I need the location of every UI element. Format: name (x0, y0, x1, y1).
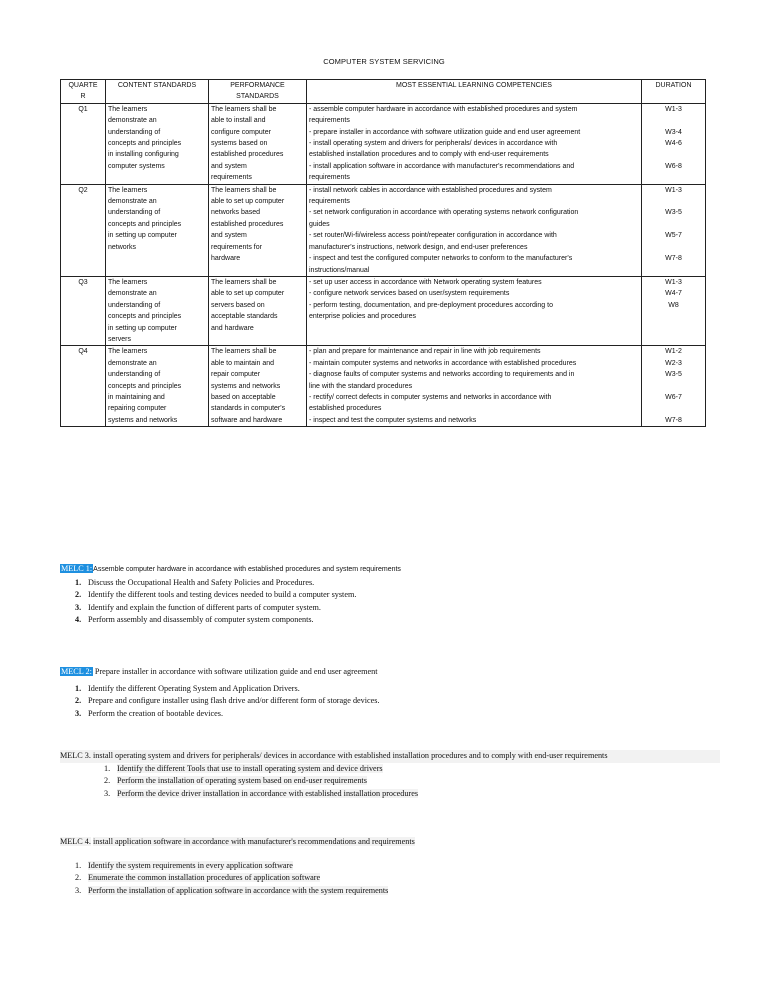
table-row (61, 346, 706, 427)
melc-3-title: install operating system and drivers for peripherals/ devices in accordance with established installation procedures and to comply with end-user requirements (92, 751, 608, 760)
melc-2-heading (60, 666, 720, 679)
performance-standard-cell: The learners shall be able to install and configure computer systems based on established procedures and system requirements (209, 103, 307, 184)
content-standard-cell: The learners demonstrate an understanding of concepts and principles in setting up computer servers (106, 276, 209, 345)
list-item: 1. Identify the system requirements in every application software (75, 860, 293, 870)
melc-cell: - set up user access in accordance with Network operating system features - configure network services based on user/system requirements - perform testing, documentation, and pre-deployment procedures according to enterprise policies and procedures (307, 276, 642, 345)
performance-standard-cell: The learners shall be able to maintain and repair computer systems and networks based on acceptable standards in computer's software and hardware (209, 346, 307, 427)
list-item: 1. Identify the different Tools that use to install operating system and device drivers (104, 763, 383, 773)
melc-cell: - assemble computer hardware in accordance with established procedures and system requirements - prepare installer in accordance with software utilization guide and end user agreement - install operating system and drivers for peripherals/ devices in accordance with established installation procedures and to comply with end-user requirements - install application software in accordance with manufacturer's recommendations and requirements (307, 103, 642, 184)
table-row (61, 276, 706, 345)
list-item: 3. Perform the creation of bootable devices. (75, 708, 224, 718)
melc-4-title: install application software in accordance with manufacturer's recommendations and requirements (92, 837, 415, 846)
melc-4-list (75, 860, 720, 898)
duration-cell: W1-3 W3-4 W4-6 W6-8 (642, 103, 706, 184)
melc-2-list (75, 683, 720, 721)
duration-cell: W1-3 W4-7 W8 (642, 276, 706, 345)
melc-1-title: Assemble computer hardware in accordance with established procedures and system requirements (93, 566, 401, 573)
document-title: COMPUTER SYSTEM SERVICING (323, 57, 445, 66)
header-content-standards: CONTENT STANDARDS (106, 80, 209, 104)
list-item: 1. Discuss the Occupational Health and Safety Policies and Procedures. (75, 577, 315, 587)
melc-1-label: MELC 1: (61, 564, 93, 573)
content-standard-cell: The learners demonstrate an understanding of concepts and principles in installing configuring computer systems (106, 103, 209, 184)
header-melc: MOST ESSENTIAL LEARNING COMPETENCIES (307, 80, 642, 104)
header-duration: DURATION (642, 80, 706, 104)
list-item: 4. Perform assembly and disassembly of computer system components. (75, 615, 314, 624)
list-item: 3. Perform the installation of application software in accordance with the system requirements (75, 885, 389, 895)
header-performance-standards: PERFORMANCE STANDARDS (209, 80, 307, 104)
melc-cell: - install network cables in accordance with established procedures and system requirements - set network configuration in accordance with operating systems network configuration guides - set router/Wi-fi/wireless access point/repeater configuration in accordance with manufacturer's instructions, network design, and end-user preferences - inspect and test the configured computer networks to conform to the manufacturer's instructions/manual (307, 184, 642, 276)
table-row (61, 184, 706, 276)
quarter-cell: Q2 (61, 184, 106, 276)
table-header-row (61, 80, 706, 104)
quarter-cell: Q1 (61, 103, 106, 184)
melc-3-list (104, 763, 720, 801)
quarter-cell: Q4 (61, 346, 106, 427)
melc-4-label: MELC 4. (60, 837, 91, 846)
melc-4-section (60, 836, 720, 897)
content-standard-cell: The learners demonstrate an understanding of concepts and principles in maintaining and repairing computer systems and networks (106, 346, 209, 427)
performance-standard-cell: The learners shall be able to set up computer networks based established procedures and system requirements for hardware (209, 184, 307, 276)
list-item: 2. Enumerate the common installation procedures of application software (75, 873, 321, 882)
melc-3-label: MELC 3. (60, 751, 91, 760)
melc-1-heading (60, 563, 720, 577)
quarter-cell: Q3 (61, 276, 106, 345)
melc-1-list (75, 577, 720, 627)
melc-2-label: MECL 2: (61, 667, 92, 676)
list-item: 1. Identify the different Operating System and Application Drivers. (75, 683, 300, 693)
melc-cell: - plan and prepare for maintenance and repair in line with job requirements - maintain computer systems and networks in accordance with established procedures - diagnose faults of computer systems and networks according to requirements and in line with the standard procedures - rectify/ correct defects in computer systems and networks in accordance with established procedures - inspect and test the computer systems and networks (307, 346, 642, 427)
list-item: 2. Identify the different tools and testing devices needed to build a computer system. (75, 590, 357, 599)
melc-table (60, 79, 706, 427)
melc-2-title: Prepare installer in accordance with software utilization guide and end user agreement (94, 667, 378, 676)
performance-standard-cell: The learners shall be able to set up computer servers based on acceptable standards and hardware (209, 276, 307, 345)
melc-4-heading (60, 836, 720, 849)
duration-cell: W1-3 W3-5 W5-7 W7-8 (642, 184, 706, 276)
melc-3-heading (60, 750, 720, 763)
content-standard-cell: The learners demonstrate an understanding of concepts and principles in setting up computer networks (106, 184, 209, 276)
melc-2-section (60, 666, 720, 720)
duration-cell: W1-2 W2-3 W3-5 W6-7 W7-8 (642, 346, 706, 427)
list-item: 2. Perform the installation of operating system based on end-user requirements (104, 776, 367, 785)
melc-1-section (60, 563, 720, 627)
header-quarter: QUARTE R (61, 80, 106, 104)
list-item: 2. Prepare and configure installer using flash drive and/or different form of storage devices. (75, 696, 380, 705)
list-item: 3. Perform the device driver installation in accordance with established installation procedures (104, 788, 419, 798)
list-item: 3. Identify and explain the function of different parts of computer system. (75, 602, 321, 612)
melc-3-section (60, 750, 720, 800)
table-row (61, 103, 706, 184)
